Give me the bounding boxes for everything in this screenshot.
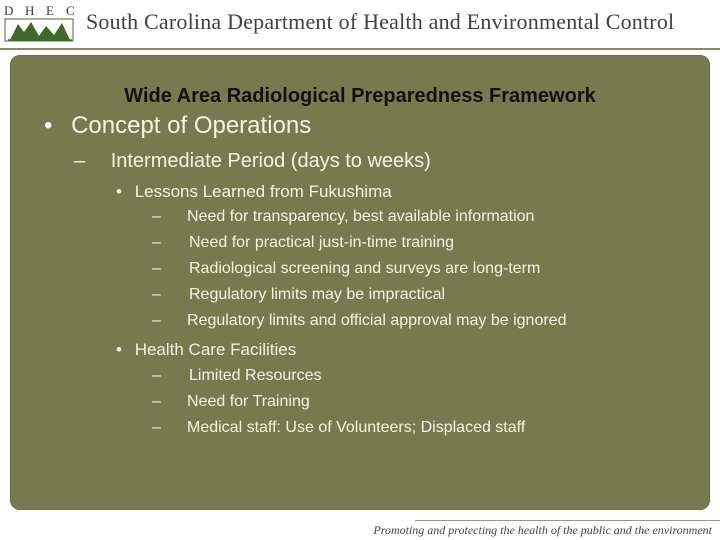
list-item: [152, 208, 534, 226]
logo-letter-h: H: [25, 3, 35, 18]
list-item: [152, 286, 445, 304]
bullet-marker: •: [44, 112, 53, 139]
dhec-logo: [4, 2, 76, 44]
bullet-marker: •: [116, 182, 122, 201]
list-item-text: Need for transparency, best available information: [187, 208, 535, 225]
section-heading-fukushima: [116, 182, 392, 202]
logo-letter-e: E: [46, 3, 54, 18]
section-heading-text: Lessons Learned from Fukushima: [134, 182, 392, 201]
list-item-text: Regulatory limits and official approval may be ignored: [187, 312, 567, 329]
dash-marker: –: [74, 150, 86, 172]
bullet-concept-of-operations: [44, 112, 311, 140]
list-item-text: Limited Resources: [189, 367, 322, 384]
section-heading-health-care: [116, 340, 296, 360]
dash-marker: –: [152, 367, 161, 384]
list-item-text: Radiological screening and surveys are long-term: [189, 260, 541, 277]
list-item-text: Need for practical just-in-time training: [189, 234, 454, 251]
bullet-text: Concept of Operations: [71, 112, 312, 139]
list-item-text: Regulatory limits may be impractical: [189, 286, 446, 303]
list-item: [152, 419, 525, 437]
logo-letter-c: C: [66, 3, 75, 18]
dash-marker: –: [152, 260, 161, 277]
organization-name: South Carolina Department of Health and Environmental Control: [86, 9, 675, 34]
list-item-text: Medical staff: Use of Volunteers; Displaced staff: [187, 419, 526, 436]
footer-tagline: Promoting and protecting the health of the public and the environment: [373, 523, 712, 537]
sub-bullet-text: Intermediate Period (days to weeks): [110, 150, 431, 172]
list-item: [152, 393, 310, 411]
dash-marker: –: [152, 312, 161, 329]
section-heading-text: Health Care Facilities: [134, 340, 297, 359]
dash-marker: –: [152, 234, 161, 251]
header: [0, 0, 720, 48]
list-item: [152, 312, 566, 330]
list-item: [152, 234, 454, 252]
sub-bullet-intermediate-period: [74, 150, 431, 173]
dash-marker: –: [152, 208, 161, 225]
header-divider: [0, 48, 720, 50]
list-item: [152, 367, 322, 385]
slide-title: Wide Area Radiological Preparedness Framework: [124, 85, 596, 107]
bullet-marker: •: [116, 340, 122, 359]
dash-marker: –: [152, 286, 161, 303]
dash-marker: –: [152, 419, 161, 436]
dash-marker: –: [152, 393, 161, 410]
list-item-text: Need for Training: [187, 393, 310, 410]
list-item: [152, 260, 540, 278]
logo-letter-d: D: [4, 3, 14, 18]
footer-divider: [415, 520, 720, 521]
